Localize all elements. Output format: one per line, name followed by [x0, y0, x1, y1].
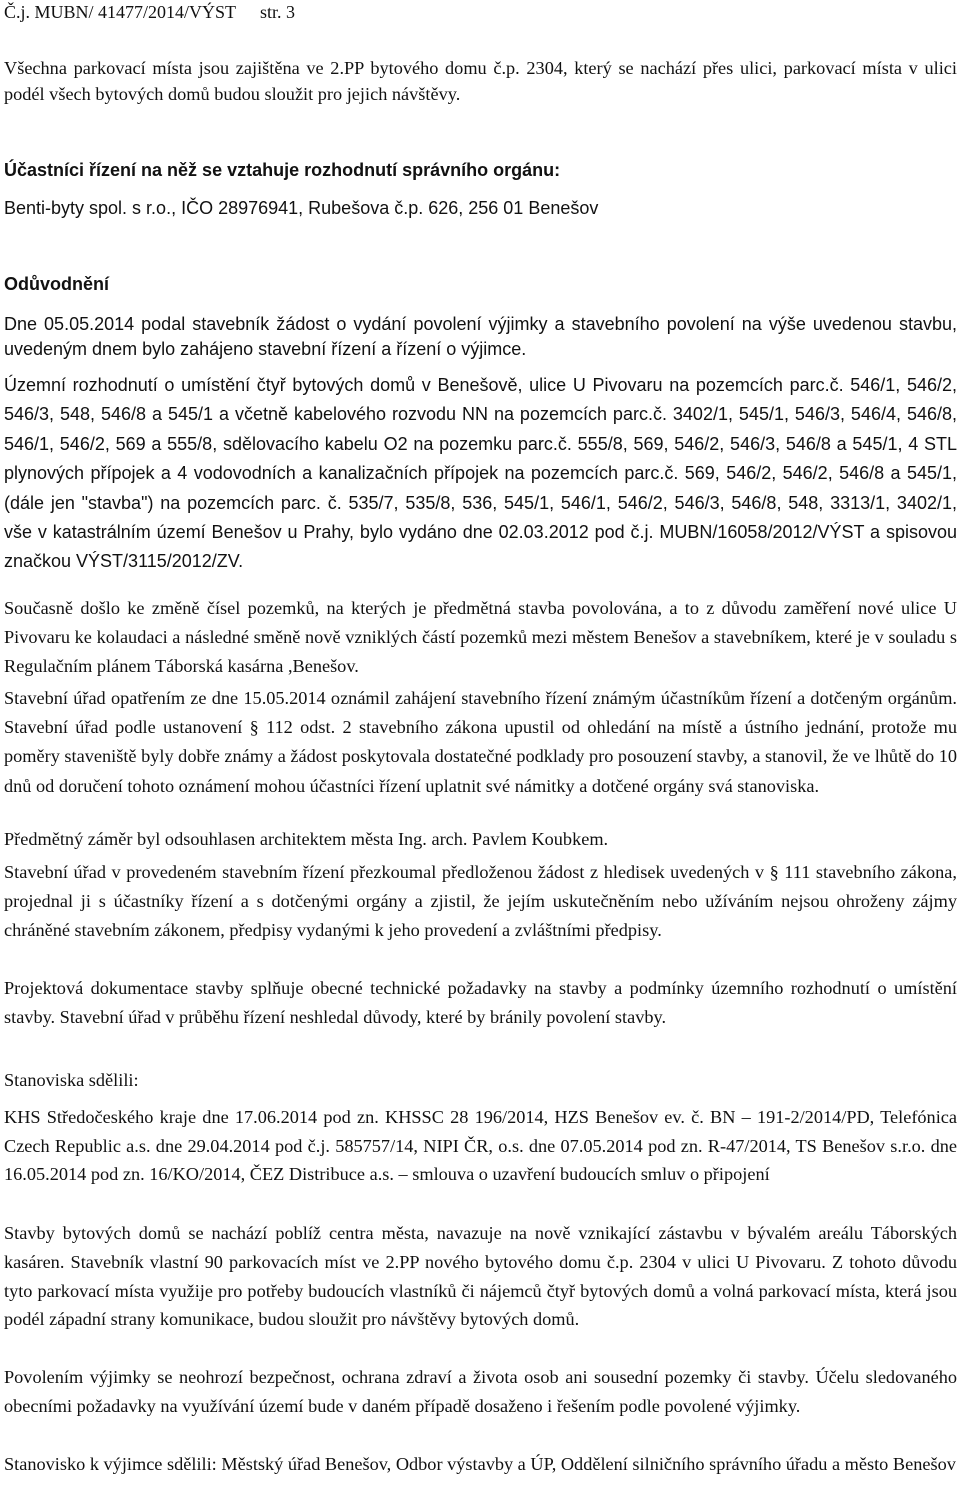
participants-text: Benti-byty spol. s r.o., IČO 28976941, Rubešova č.p. 626, 256 01 Benešov [4, 198, 599, 218]
paragraph-documentation: Projektová dokumentace stavby splňuje obecné technické požadavky na stavby a podmínky územního rozhodnutí o umístění stavby. Stavební úřad v průběhu řízení neshledal důvody, které by bránily povolení stavby. [4, 978, 957, 1027]
page-header [4, 0, 957, 23]
page-number: str. 3 [260, 2, 296, 22]
paragraph-zoning-decision: Územní rozhodnutí o umístění čtyř bytových domů v Benešově, ulice U Pivovaru na pozemcích parc.č. 546/1, 546/2, 546/3, 548, 546/8 a 545/1 a včetně kabelového rozvodu NN na pozemcích parc.č. 3402/1, 545/1, 546/3, 546/4, 546/8, 546/1, 546/2, 569 a 555/8, sdělovacího kabelu O2 na pozemku parc.č. 555/8, 569, 546/2, 546/3, 546/8 a 545/1, 4 STL plynových přípojek a 4 vodovodních a kanalizačních přípojek na pozemcích parc.č. 569, 546/2, 546/2, 546/8 a 545/1, (dále jen "stavba") na pozemcích parc. č. 535/7, 535/8, 536, 545/1, 546/1, 546/2, 546/3, 546/8, 548, 3313/1, 3402/1, vše v katastrálním území Benešov u Prahy, bylo vydáno dne 02.03.2012 pod č.j. MUBN/16058/2012/VÝST a spisovou značkou VÝST/3115/2012/ZV. [4, 375, 957, 572]
participants-heading: Účastníci řízení na něž se vztahuje rozhodnutí správního orgánu: [4, 160, 561, 180]
paragraph-location: Stavby bytových domů se nachází poblíž centra města, navazuje na nově vznikající zástavbu v bývalém areálu Táborských kasáren. Stavebník vlastní 90 parkovacích míst ve 2.PP nového bytového domu č.p. 2304 v ulici U Pivovaru. Z tohoto důvodu tyto parkovací místa využije pro potřeby budoucích vlastníků či nájemců čtyř bytových domů a volná parkovací místa, která jsou podél západní strany komunikace, budou sloužit pro návštěvy bytových domů. [4, 1223, 957, 1330]
paragraph-exception-opinion: Stanovisko k výjimce sdělili: Městský úřad Benešov, Odbor výstavby a ÚP, Oddělení silničního správního úřadu a město Benešov [4, 1454, 956, 1474]
paragraph-application: Dne 05.05.2014 podal stavebník žádost o vydání povolení výjimky a stavebního povolení na výše uvedenou stavbu, uvedeným dnem bylo zahájeno stavební řízení a řízení o výjimce. [4, 314, 957, 359]
reasoning-heading: Odůvodnění [4, 274, 109, 294]
paragraph-land-change: Současně došlo ke změně čísel pozemků, na kterých je předmětná stavba povolována, a to z důvodu zaměření nové ulice U Pivovaru ke kolaudaci a následné směně nově vzniklých částí pozemků mezi městem Benešov a stavebníkem, které je v souladu s Regulačním plánem Táborská kasárna ,Benešov. [4, 598, 957, 676]
paragraph-exception-safety: Povolením výjimky se neohrozí bezpečnost, ochrana zdraví a života osob ani sousední pozemky či stavby. Účelu sledovaného obecními požadavky na využívání území bude v daném případě dosaženo i řešením podle povolené výjimky. [4, 1367, 957, 1416]
paragraph-procedure: Stavební úřad opatřením ze dne 15.05.2014 oznámil zahájení stavebního řízení známým účastníkům řízení a dotčeným orgánům. Stavební úřad podle ustanovení § 112 odst. 2 stavebního zákona upustil od ohledání na místě a ústního jednání, protože mu poměry staveniště byly dobře známy a žádost poskytovala dostatečné podklady pro posouzení stavby, a stanovil, že ve lhůtě do 10 dnů od doručení tohoto oznámení mohou účastníci řízení uplatnit své námitky a dotčené orgány svá stanoviska. [4, 688, 957, 796]
document-reference: Č.j. MUBN/ 41477/2014/VÝST [4, 2, 237, 22]
paragraph-architect: Předmětný záměr byl odsouhlasen architektem města Ing. arch. Pavlem Koubkem. [4, 829, 609, 849]
opinions-heading: Stanoviska sdělili: [4, 1070, 139, 1090]
paragraph-opinions: KHS Středočeského kraje dne 17.06.2014 pod zn. KHSSC 28 196/2014, HZS Benešov ev. č. BN – 191-2/2014/PD, Telefónica Czech Republic a.s. dne 29.04.2014 pod č.j. 585757/14, NIPI ČR, o.s. dne 07.05.2014 pod zn. R-47/2014, TS Benešov s.r.o. dne 16.05.2014 pod zn. 16/KO/2014, ČEZ Distribuce a.s. – smlouva o uzavření budoucích smluv o připojení [4, 1107, 957, 1185]
paragraph-review: Stavební úřad v provedeném stavebním řízení přezkoumal předloženou žádost z hledisek uvedených v § 111 stavebního zákona, projednal ji s účastníky řízení a s dotčenými orgány a zjistil, že jejím uskutečněním nebo užíváním nejsou ohroženy zájmy chráněné stavebním zákonem, předpisy vydanými k jeho provedení a zvláštními předpisy. [4, 862, 957, 941]
paragraph-parking: Všechna parkovací místa jsou zajištěna ve 2.PP bytového domu č.p. 2304, který se nachází přes ulici, parkovací místa v ulici podél všech bytových domů budou sloužit pro jejich návštěvy. [4, 58, 957, 104]
